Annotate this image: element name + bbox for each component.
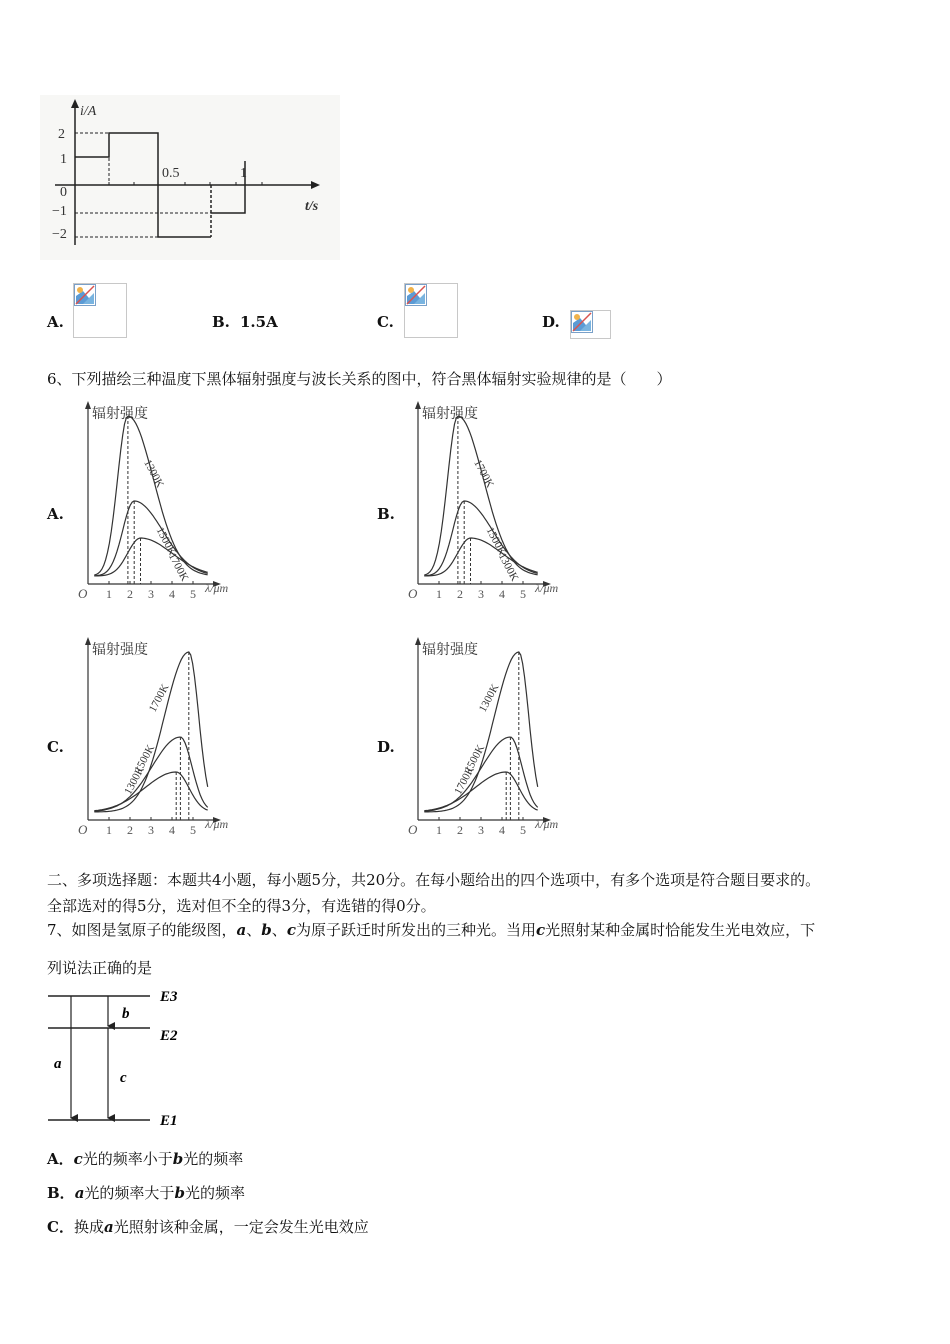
- curve-label: 1500K: [132, 742, 158, 775]
- arrow-label-b: b: [122, 1006, 130, 1022]
- curve-label: 1500K: [153, 525, 179, 558]
- curve-label: 1700K: [165, 551, 191, 584]
- x-tick: 3: [148, 587, 154, 601]
- section-2-instructions-line2: 全部选对的得5分，选对但不全的得3分，有选错的得0分。: [47, 897, 436, 915]
- x-tick: 5: [190, 823, 196, 837]
- option-letter: A.: [47, 313, 64, 331]
- curve-label: 1700K: [146, 682, 172, 715]
- curve-label: 1300K: [141, 457, 166, 490]
- curve-label: 1300K: [476, 682, 502, 715]
- current-time-graph: [40, 95, 340, 260]
- curve-label: 1500K: [483, 525, 509, 558]
- option-c-image: [404, 283, 458, 338]
- curve-label: 1300K: [495, 551, 521, 584]
- origin-label: O: [78, 586, 88, 601]
- x-tick: 2: [457, 587, 463, 601]
- x-axis-label: λ/μm: [205, 581, 229, 595]
- y-axis-label: 辐射强度: [92, 407, 148, 422]
- x-tick: 2: [457, 823, 463, 837]
- y-axis-label: 辐射强度: [422, 643, 478, 658]
- option-letter: A.: [47, 505, 64, 523]
- y-tick: −1: [52, 204, 67, 219]
- option-letter: B.: [212, 313, 230, 331]
- y-tick: 1: [60, 152, 67, 167]
- x-tick: 0.5: [162, 166, 180, 181]
- y-axis-label: i/A: [80, 104, 97, 119]
- option-letter: D.: [542, 313, 560, 331]
- section-2-instructions-line1: 二、多项选择题：本题共4小题，每小题5分，共20分。在每小题给出的四个选项中，有多个选项是符合题目要求的。: [47, 871, 821, 889]
- radiation-curve: [424, 538, 537, 576]
- arrow-label-a: a: [54, 1056, 62, 1072]
- x-axis-label: λ/μm: [535, 581, 559, 595]
- x-axis-label: t/s: [305, 199, 319, 214]
- arrow-label-c: c: [120, 1070, 127, 1086]
- curve-label: 1300K: [122, 764, 147, 797]
- option-letter: C.: [377, 313, 394, 331]
- x-tick: 5: [520, 587, 526, 601]
- blackbody-graph-a: [76, 398, 266, 608]
- question-7-option-c: C．换成a光照射该种金属，一定会发生光电效应: [47, 1218, 369, 1236]
- x-tick: 3: [478, 823, 484, 837]
- radiation-curve: [94, 416, 207, 575]
- option-d-image: [570, 310, 611, 339]
- y-axis-label: 辐射强度: [92, 643, 148, 658]
- x-tick: 1: [106, 587, 112, 601]
- y-tick: −2: [52, 227, 67, 242]
- x-axis-label: λ/μm: [535, 817, 559, 831]
- x-tick: 5: [520, 823, 526, 837]
- blackbody-graph-c: [76, 634, 266, 844]
- x-axis-label: λ/μm: [205, 817, 229, 831]
- option-a-image: [73, 283, 127, 338]
- origin-label: O: [78, 822, 88, 837]
- origin-label: O: [408, 586, 418, 601]
- x-tick: 1: [106, 823, 112, 837]
- question-7-stem: 7、如图是氢原子的能级图，a、b、c为原子跃迁时所发出的三种光。当用c光照射某种金属时恰能发生光电效应，下: [47, 921, 816, 939]
- option-letter: C.: [47, 738, 64, 756]
- radiation-curve: [424, 416, 537, 575]
- x-tick: 2: [127, 587, 133, 601]
- level-label-e3: E3: [160, 989, 178, 1005]
- radiation-curve: [94, 538, 207, 576]
- y-axis-label: 辐射强度: [422, 407, 478, 422]
- radiation-curve: [424, 501, 537, 576]
- blackbody-graph-b: [406, 398, 596, 608]
- option-text: 1.5A: [240, 313, 278, 331]
- x-tick: 1: [436, 587, 442, 601]
- question-7-stem-line2: 列说法正确的是: [47, 959, 153, 977]
- radiation-curve: [424, 772, 537, 811]
- curve-label: 1700K: [471, 457, 496, 490]
- radiation-curve: [94, 772, 207, 811]
- level-label-e1: E1: [160, 1113, 178, 1129]
- x-tick: 1: [436, 823, 442, 837]
- y-tick: 2: [58, 127, 65, 142]
- radiation-curve: [424, 652, 537, 812]
- x-tick: 4: [499, 587, 505, 601]
- blackbody-graph-d: [406, 634, 596, 844]
- question-7-option-b: B．a光的频率大于b光的频率: [47, 1184, 245, 1202]
- x-tick: 4: [499, 823, 505, 837]
- broken-image-icon: [405, 284, 427, 306]
- curve-label: 1700K: [452, 764, 477, 797]
- x-tick: 4: [169, 587, 175, 601]
- radiation-curve: [94, 501, 207, 576]
- option-letter: B.: [377, 505, 395, 523]
- x-tick: 2: [127, 823, 133, 837]
- broken-image-icon: [74, 284, 96, 306]
- x-tick: 5: [190, 587, 196, 601]
- radiation-curve: [94, 652, 207, 812]
- x-tick: 1: [240, 166, 247, 181]
- origin-label: O: [408, 822, 418, 837]
- question-6-stem: 6、下列描绘三种温度下黑体辐射强度与波长关系的图中，符合黑体辐射实验规律的是（ ）: [47, 370, 672, 388]
- broken-image-icon: [571, 311, 593, 333]
- x-tick: 3: [148, 823, 154, 837]
- y-tick: 0: [60, 185, 67, 200]
- x-tick: 4: [169, 823, 175, 837]
- energy-level-diagram: [40, 982, 200, 1132]
- x-tick: 3: [478, 587, 484, 601]
- curve-label: 1500K: [462, 742, 488, 775]
- question-7-option-a: A．c光的频率小于b光的频率: [47, 1150, 244, 1168]
- option-letter: D.: [377, 738, 395, 756]
- level-label-e2: E2: [160, 1028, 178, 1044]
